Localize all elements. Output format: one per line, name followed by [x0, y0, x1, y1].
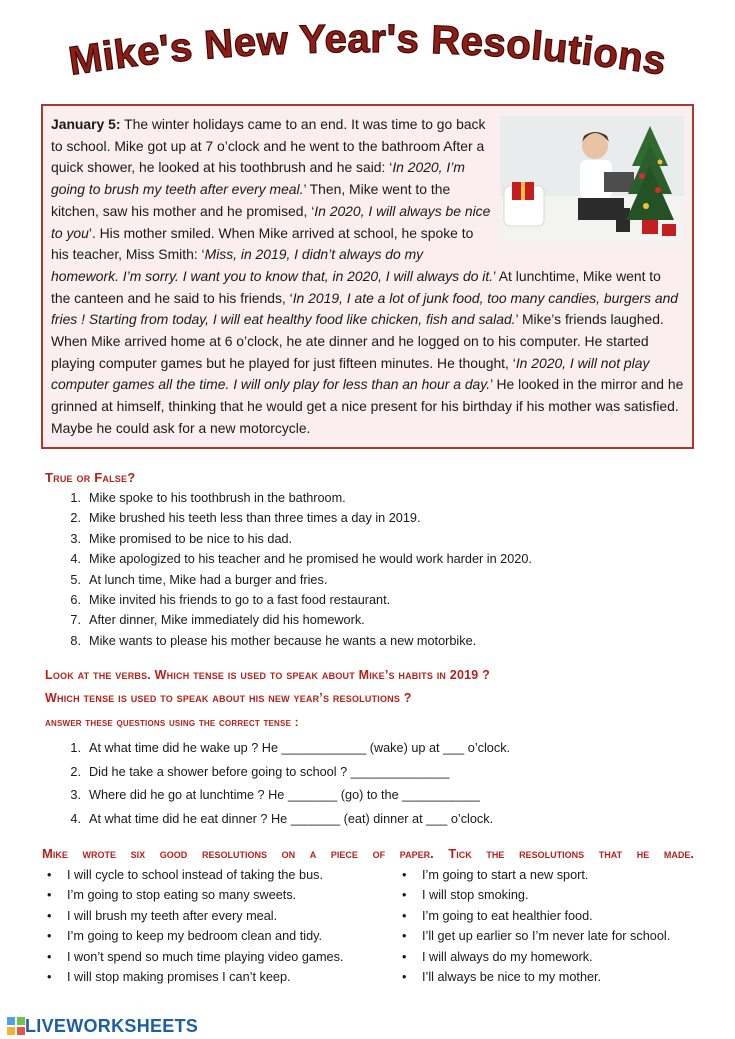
- story-quote: Miss, in 2019, I didn’t always do my homework. I’m sorry. I want you to know that, in 2020, I will always do it.: [51, 246, 494, 284]
- story-sentence: ’ Mike’s friends laughed. When Mike arrived home at 6 o’clock, he ate dinner and he logged on to his computer. He started playing computer games but he played for just fifteen minutes. He thought, ‘: [51, 311, 664, 371]
- item-text: I’m going to start a new sport.: [422, 868, 589, 882]
- list-item: [45, 631, 532, 651]
- item-text: At what time did he eat dinner ? He _______ (eat) dinner at ___ o’clock.: [89, 811, 494, 826]
- bullet-icon: •: [47, 949, 52, 964]
- christmas-photo: [500, 116, 684, 242]
- title-text: Mike's New Year's Resolutions: [65, 16, 670, 84]
- list-item: [45, 885, 390, 905]
- story-sentence: ’. His mother smiled. When Mike arrived at school, he spoke to his teacher, Miss Smith: ‘: [51, 224, 474, 263]
- list-item: [400, 926, 700, 946]
- list-item: [45, 906, 390, 926]
- list-item: [45, 488, 532, 508]
- story-sentence: The winter holidays came to an end. It was time to go back to school. Mike got up at 7 o’clock and he went to the bathroom After a quick shower, he looked at his toothbrush and he said: ‘: [51, 116, 486, 176]
- verbs-question-2: Which tense is used to speak about his new year’s resolutions ?: [45, 691, 412, 705]
- list-item: [400, 906, 700, 926]
- item-text: I will brush my teeth after every meal.: [67, 908, 278, 923]
- liveworksheets-logo-icon: [7, 1017, 25, 1035]
- list-item: [45, 549, 532, 569]
- resolutions-left-list: [45, 865, 390, 987]
- bullet-icon: •: [402, 888, 407, 903]
- true-false-heading: True or False?: [45, 470, 136, 485]
- list-item: [45, 926, 390, 946]
- item-number: 8.: [70, 633, 81, 648]
- list-item: [45, 529, 532, 549]
- bullet-icon: •: [402, 868, 407, 882]
- item-text: I’m going to eat healthier food.: [422, 908, 593, 923]
- item-number: 3.: [70, 788, 81, 803]
- verbs-question-1: Look at the verbs. Which tense is used to speak about Mike’s habits in 2019 ?: [45, 668, 490, 682]
- list-item: [400, 885, 700, 905]
- liveworksheets-footer[interactable]: [7, 1014, 198, 1038]
- resolutions-right-list: [400, 865, 700, 987]
- story-quote: In 2020, I will not play computer games all the time. I will only play for less than an hour a day.: [51, 354, 650, 393]
- item-number: 6.: [70, 592, 81, 607]
- item-text: Mike spoke to his toothbrush in the bathroom.: [89, 491, 346, 505]
- item-text: I will stop making promises I can’t keep.: [67, 969, 291, 984]
- story-sentence: ’ He looked in the mirror and he grinned at himself, thinking that he would get a nice present for his birthday if his mother was satisfied. Maybe he could ask for a new motorcycle.: [51, 376, 684, 436]
- worksheet-title: [0, 14, 735, 94]
- verbs-instruction: answer these questions using the correct tense :: [45, 715, 299, 729]
- bullet-icon: •: [47, 888, 52, 903]
- item-text: Mike apologized to his teacher and he promised he would work harder in 2020.: [89, 552, 532, 567]
- item-text: I’m going to stop eating so many sweets.: [67, 888, 297, 903]
- item-text: At what time did he wake up ? He ____________ (wake) up at ___ o’clock.: [89, 741, 511, 755]
- story-quote: In 2020, I’m going to brush my teeth after every meal.: [51, 159, 465, 198]
- bullet-icon: •: [402, 929, 407, 944]
- resolutions-heading: Mike wrote six good resolutions on a piece of paper. Tick the resolutions that he made.: [42, 846, 694, 861]
- svg-text:Mike's New Year's Resolutions: [66, 17, 669, 84]
- item-text: I will cycle to school instead of taking the bus.: [67, 868, 323, 882]
- list-item: [45, 737, 510, 761]
- grammar-questions: [45, 737, 510, 831]
- bullet-icon: •: [402, 949, 407, 964]
- item-text: Did he take a shower before going to school ? ______________: [89, 764, 450, 779]
- item-number: 3.: [70, 531, 81, 546]
- bullet-icon: •: [402, 908, 407, 923]
- item-text: After dinner, Mike immediately did his homework.: [89, 613, 365, 628]
- bullet-icon: •: [402, 969, 407, 984]
- item-number: 2.: [70, 764, 81, 779]
- list-item: [45, 610, 532, 630]
- bullet-icon: •: [47, 929, 52, 944]
- list-item: [400, 967, 700, 987]
- story-quote: In 2019, I ate a lot of junk food, too many candies, burgers and fries ! Starting from today, I will eat healthy food like chicken, fish and salad.: [51, 289, 679, 328]
- list-item: [400, 865, 700, 885]
- list-item: [45, 967, 390, 987]
- item-number: 4.: [70, 552, 81, 567]
- item-number: 5.: [70, 572, 81, 587]
- story-sentence: ’ Then, Mike went to the kitchen, saw his mother and he promised, ‘: [51, 181, 451, 219]
- list-item: [400, 947, 700, 967]
- item-number: 4.: [70, 811, 81, 826]
- item-text: Mike promised to be nice to his dad.: [89, 531, 293, 546]
- list-item: [45, 947, 390, 967]
- list-item: [45, 761, 510, 785]
- item-number: 7.: [70, 613, 81, 628]
- item-number: 1.: [70, 741, 81, 755]
- item-text: I won’t spend so much time playing video games.: [67, 949, 344, 964]
- list-item: [45, 784, 510, 808]
- liveworksheets-logo-text: LIVEWORKSHEETS: [25, 1015, 199, 1036]
- bullet-icon: •: [47, 868, 52, 882]
- story-sentence: ’ At lunchtime, Mike went to the canteen and he said to his friends, ‘: [51, 267, 661, 306]
- bullet-icon: •: [47, 908, 52, 923]
- list-item: [45, 508, 532, 528]
- item-text: I will always do my homework.: [422, 949, 593, 964]
- item-text: I will stop smoking.: [422, 888, 529, 903]
- list-item: [45, 865, 390, 885]
- list-item: [45, 570, 532, 590]
- item-text: I’m going to keep my bedroom clean and tidy.: [67, 929, 323, 944]
- item-number: 1.: [70, 491, 81, 505]
- story-date: January 5:: [51, 116, 121, 132]
- item-number: 2.: [70, 511, 81, 526]
- item-text: I’ll always be nice to my mother.: [422, 969, 602, 984]
- item-text: Mike wants to please his mother because he wants a new motorbike.: [89, 633, 477, 648]
- item-text: Mike brushed his teeth less than three times a day in 2019.: [89, 511, 421, 526]
- true-false-list: [45, 488, 532, 651]
- list-item: [45, 808, 510, 832]
- item-text: Where did he go at lunchtime ? He _______ (go) to the ___________: [89, 788, 480, 803]
- item-text: Mike invited his friends to go to a fast food restaurant.: [89, 592, 391, 607]
- story-box: [41, 104, 694, 449]
- list-item: [45, 590, 532, 610]
- item-text: I’ll get up earlier so I’m never late for school.: [422, 929, 671, 944]
- item-text: At lunch time, Mike had a burger and fries.: [89, 572, 328, 587]
- bullet-icon: •: [47, 969, 52, 984]
- story-quote: In 2020, I will always be nice to you: [51, 202, 491, 241]
